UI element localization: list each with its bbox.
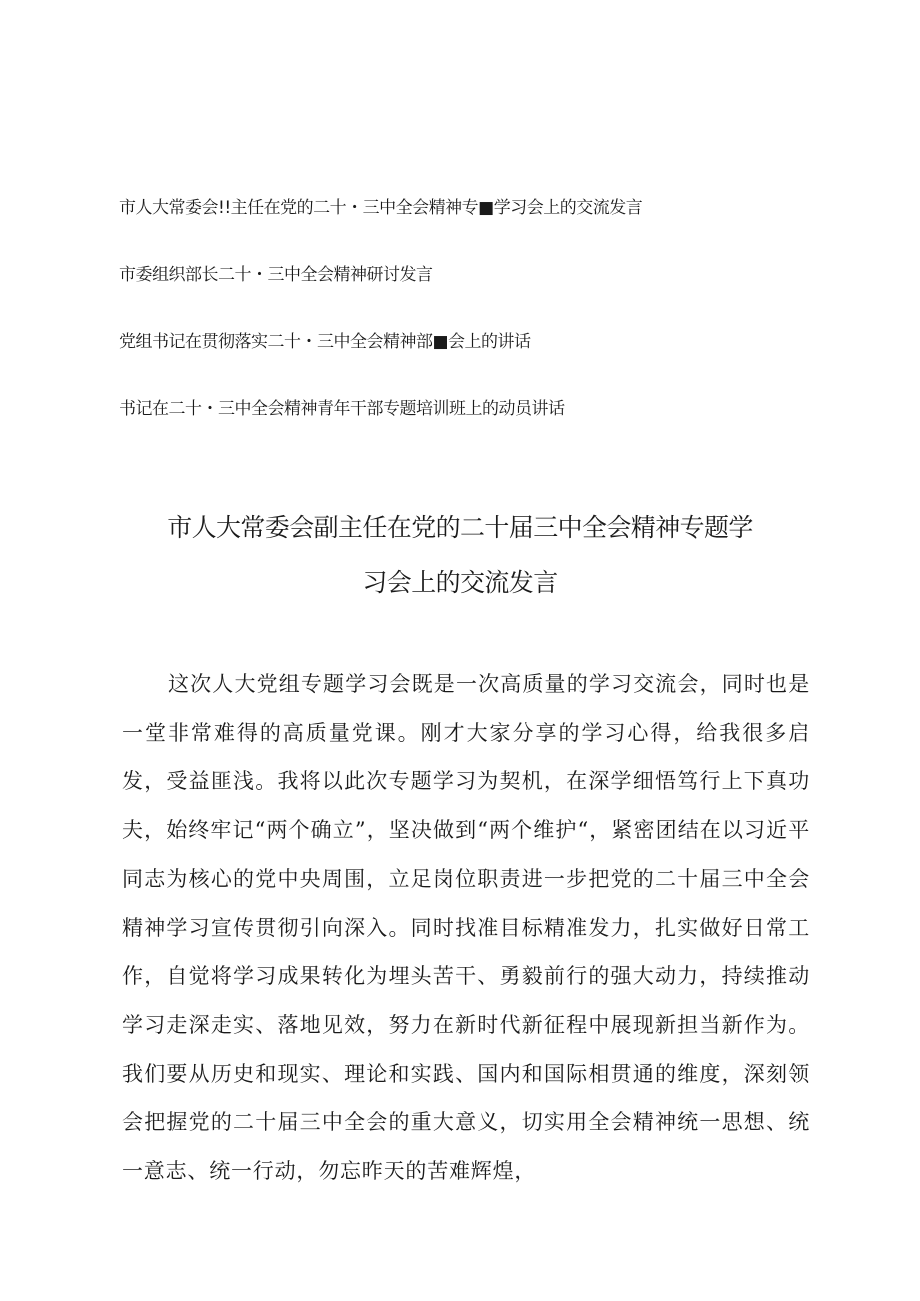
article-title (120, 500, 800, 610)
table-of-contents (119, 196, 819, 464)
toc-item: 市人大常委会!!主任在党的二十・三中全会精神专■学习会上的交流发言 (119, 198, 643, 218)
article-title-line-1: 市人大常委会副主任在党的二十届三中全会精神专题学 (167, 513, 753, 542)
toc-item: 市委组织部长二十・三中全会精神研讨发言 (119, 265, 433, 285)
toc-item: 党组书记在贯彻落实二十・三中全会精神部■会上的讲话 (119, 332, 531, 352)
article-body-paragraph: 这次人大党组专题学习会既是一次高质量的学习交流会，同时也是一堂非常难得的高质量党课。刚才大家分享的学习心得，给我很多启发，受益匪浅。我将以此次专题学习为契机，在深学细悟笃行上下真功夫，始终牢记“两个确立”，坚决做到“两个维护“，紧密团结在以习近平同志为核心的党中央周围，立足岗位职责进一步把党的二十届三中全会精神学习宣传贯彻引向深入。同时找准目标精准发力，扎实做好日常工作，自觉将学习成果转化为埋头苦干、勇毅前行的强大动力，持续推动学习走深走实、落地见效，努力在新时代新征程中展现新担当新作为。我们要从历史和现实、理论和实践、国内和国际相贯通的维度，深刻领会把握党的二十届三中全会的重大意义，切实用全会精神统一思想、统一意志、统一行动，勿忘昨天的苦难辉煌， (122, 672, 810, 1184)
article-title-line-2: 习会上的交流发言 (362, 568, 558, 597)
toc-item: 书记在二十・三中全会精神青年干部专题培训班上的动员讲话 (119, 399, 565, 419)
